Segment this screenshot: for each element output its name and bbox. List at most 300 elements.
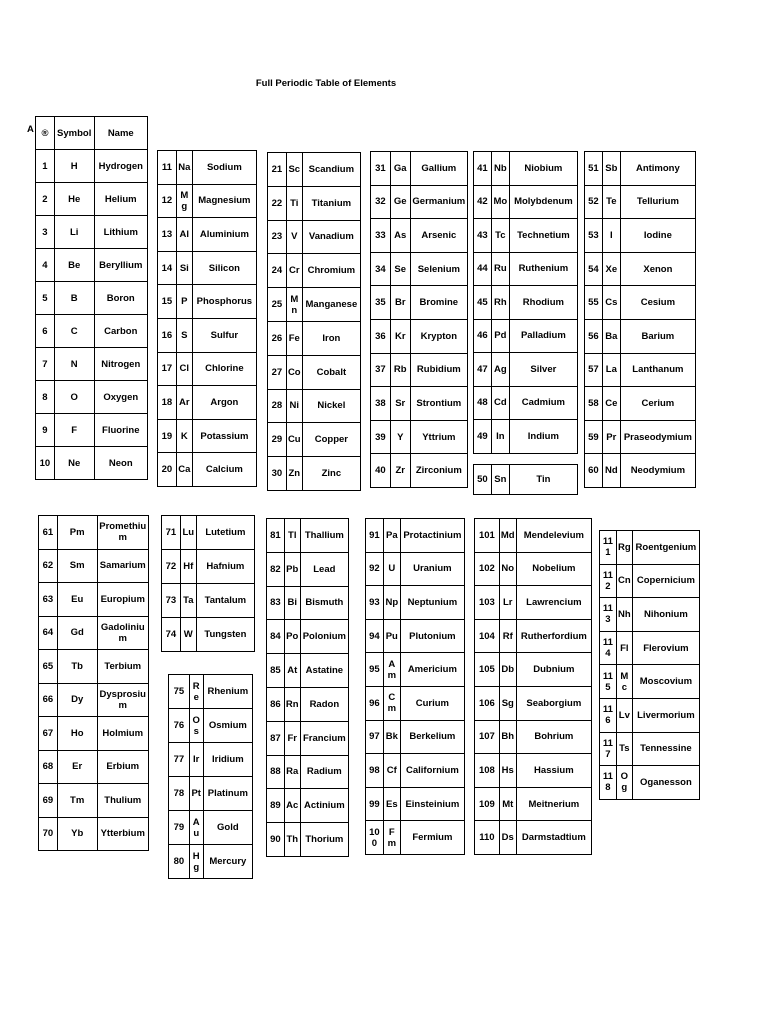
element-table-81-90 — [266, 518, 349, 857]
element-symbol-cell: N — [54, 348, 94, 381]
element-row — [600, 631, 700, 665]
element-table-91-100 — [365, 518, 465, 855]
element-name-cell: Sodium — [192, 151, 256, 185]
atomic-number-cell: 54 — [585, 252, 603, 286]
element-symbol-cell: U — [383, 552, 400, 586]
element-row — [366, 619, 465, 653]
element-table-50 — [473, 464, 578, 495]
atomic-number-cell: 44 — [474, 252, 492, 286]
atomic-number-cell: 48 — [474, 386, 492, 420]
atomic-number-cell: 103 — [475, 586, 500, 620]
atomic-number-cell: 31 — [371, 152, 391, 186]
element-symbol-cell: Fm — [383, 821, 400, 855]
atomic-number-cell: 33 — [371, 219, 391, 253]
atomic-number-cell: 56 — [585, 319, 603, 353]
element-symbol-cell: Bk — [383, 720, 400, 754]
atomic-number-cell: 93 — [366, 586, 384, 620]
atomic-number-cell: 8 — [36, 381, 55, 414]
element-table-75-80 — [168, 674, 253, 879]
element-row — [158, 218, 257, 252]
element-symbol-cell: At — [284, 654, 300, 688]
element-name-cell: Radium — [300, 755, 348, 789]
atomic-number-cell: 40 — [371, 454, 391, 488]
element-name-cell: Promethium — [97, 516, 149, 550]
element-symbol-cell: H — [54, 150, 94, 183]
element-symbol-cell: Og — [616, 766, 632, 800]
element-row — [585, 420, 696, 454]
atomic-number-cell: 95 — [366, 653, 384, 687]
element-row — [600, 698, 700, 732]
col-number-header: ® — [36, 117, 55, 150]
atomic-number-cell: 35 — [371, 286, 391, 320]
atomic-number-cell: 46 — [474, 319, 492, 353]
element-name-cell: Copernicium — [632, 564, 699, 598]
atomic-number-cell: 106 — [475, 686, 500, 720]
element-row — [169, 811, 253, 845]
element-row — [158, 318, 257, 352]
element-name-cell: Boron — [94, 282, 147, 315]
atomic-number-cell: 88 — [267, 755, 285, 789]
element-row — [475, 787, 592, 821]
element-name-cell: Uranium — [400, 552, 464, 586]
atomic-number-cell: 108 — [475, 754, 500, 788]
element-row — [585, 252, 696, 286]
element-symbol-cell: Tc — [491, 219, 509, 253]
element-table-71-74 — [161, 515, 255, 652]
element-name-cell: Berkelium — [400, 720, 464, 754]
element-row — [371, 319, 468, 353]
element-name-cell: Bismuth — [300, 586, 348, 620]
element-row — [366, 552, 465, 586]
element-name-cell: Cadmium — [509, 386, 577, 420]
element-name-cell: Technetium — [509, 219, 577, 253]
element-name-cell: Tin — [509, 465, 577, 495]
atomic-number-cell: 26 — [268, 321, 287, 355]
element-symbol-cell: No — [499, 552, 516, 586]
element-name-cell: Neon — [94, 447, 147, 480]
element-name-cell: Lithium — [94, 216, 147, 249]
element-row — [267, 519, 349, 553]
element-row — [39, 784, 149, 818]
element-name-cell: Titanium — [302, 186, 360, 220]
element-symbol-cell: Pm — [57, 516, 97, 550]
element-row — [585, 319, 696, 353]
element-symbol-cell: Ds — [499, 821, 516, 855]
element-row — [267, 687, 349, 721]
element-row — [474, 465, 578, 495]
atomic-number-cell: 21 — [268, 153, 287, 187]
element-row — [267, 755, 349, 789]
element-name-cell: Roentgenium — [632, 531, 699, 565]
element-symbol-cell: In — [491, 420, 509, 454]
atomic-number-cell: 4 — [36, 249, 55, 282]
element-symbol-cell: P — [176, 285, 192, 319]
atomic-number-cell: 6 — [36, 315, 55, 348]
atomic-number-cell: 107 — [475, 720, 500, 754]
element-row — [267, 552, 349, 586]
element-symbol-cell: Xe — [602, 252, 620, 286]
atomic-number-cell: 60 — [585, 454, 603, 488]
element-row — [268, 423, 361, 457]
element-name-cell: Carbon — [94, 315, 147, 348]
element-name-cell: Scandium — [302, 153, 360, 187]
element-name-cell: Arsenic — [410, 219, 467, 253]
atomic-number-cell: 17 — [158, 352, 177, 386]
element-symbol-cell: Cr — [286, 254, 302, 288]
element-symbol-cell: O — [54, 381, 94, 414]
atomic-number-cell: 99 — [366, 787, 384, 821]
element-symbol-cell: Th — [284, 823, 300, 857]
element-name-cell: Neptunium — [400, 586, 464, 620]
element-row — [169, 743, 253, 777]
element-symbol-cell: Gd — [57, 616, 97, 650]
element-table-41-49 — [473, 151, 578, 454]
element-row — [371, 152, 468, 186]
element-row — [39, 583, 149, 617]
element-row — [268, 254, 361, 288]
atomic-number-cell: 28 — [268, 389, 287, 423]
atomic-number-cell: 55 — [585, 286, 603, 320]
element-symbol-cell: Sb — [602, 152, 620, 186]
element-symbol-cell: Sm — [57, 549, 97, 583]
element-row — [268, 321, 361, 355]
atomic-number-cell: 59 — [585, 420, 603, 454]
element-symbol-cell: Mc — [616, 665, 632, 699]
element-row — [371, 185, 468, 219]
element-symbol-cell: Ga — [390, 152, 410, 186]
element-symbol-cell: Ta — [180, 584, 196, 618]
element-row — [36, 183, 148, 216]
element-row — [371, 252, 468, 286]
element-row — [267, 620, 349, 654]
element-name-cell: Chlorine — [192, 352, 256, 386]
element-symbol-cell: Rn — [284, 687, 300, 721]
element-table-51-60 — [584, 151, 696, 488]
atomic-number-cell: 63 — [39, 583, 58, 617]
atomic-number-cell: 90 — [267, 823, 285, 857]
atomic-number-cell: 53 — [585, 219, 603, 253]
atomic-number-cell: 64 — [39, 616, 58, 650]
element-name-cell: Rutherfordium — [516, 619, 591, 653]
element-name-cell: Neodymium — [620, 454, 695, 488]
element-row — [371, 454, 468, 488]
element-row — [268, 457, 361, 491]
element-name-cell: Holmium — [97, 717, 149, 751]
element-name-cell: Gold — [203, 811, 252, 845]
element-symbol-cell: Te — [602, 185, 620, 219]
atomic-number-cell: 118 — [600, 766, 617, 800]
element-name-cell: Chromium — [302, 254, 360, 288]
element-name-cell: Palladium — [509, 319, 577, 353]
element-row — [474, 185, 578, 219]
element-row — [39, 717, 149, 751]
atomic-number-cell: 51 — [585, 152, 603, 186]
element-name-cell: Lawrencium — [516, 586, 591, 620]
atomic-number-cell: 62 — [39, 549, 58, 583]
element-row — [474, 319, 578, 353]
element-symbol-cell: Ag — [491, 353, 509, 387]
element-row — [169, 777, 253, 811]
element-row — [36, 150, 148, 183]
element-row — [585, 219, 696, 253]
element-row — [474, 152, 578, 186]
element-row — [267, 654, 349, 688]
atomic-number-cell: 23 — [268, 220, 287, 254]
element-symbol-cell: Pu — [383, 619, 400, 653]
element-name-cell: Terbium — [97, 650, 149, 684]
element-symbol-cell: K — [176, 419, 192, 453]
element-name-cell: Rhodium — [509, 286, 577, 320]
element-symbol-cell: Pd — [491, 319, 509, 353]
element-row — [475, 821, 592, 855]
element-symbol-cell: Co — [286, 355, 302, 389]
element-row — [475, 619, 592, 653]
element-symbol-cell: Dy — [57, 683, 97, 717]
element-name-cell: Lead — [300, 552, 348, 586]
element-name-cell: Aluminium — [192, 218, 256, 252]
element-name-cell: Polonium — [300, 620, 348, 654]
element-symbol-cell: Rb — [390, 353, 410, 387]
element-symbol-cell: Bi — [284, 586, 300, 620]
element-symbol-cell: Bh — [499, 720, 516, 754]
element-row — [158, 352, 257, 386]
element-name-cell: Oxygen — [94, 381, 147, 414]
element-name-cell: Tantalum — [196, 584, 254, 618]
element-symbol-cell: Ts — [616, 732, 632, 766]
atomic-number-cell: 38 — [371, 387, 391, 421]
element-row — [585, 286, 696, 320]
element-row — [600, 531, 700, 565]
element-symbol-cell: Pt — [189, 777, 203, 811]
page-title: Full Periodic Table of Elements — [255, 78, 397, 89]
element-symbol-cell: Nh — [616, 598, 632, 632]
element-symbol-cell: Yb — [57, 817, 97, 851]
element-name-cell: Meitnerium — [516, 787, 591, 821]
element-symbol-cell: Pa — [383, 519, 400, 553]
element-symbol-cell: Tm — [57, 784, 97, 818]
atomic-number-cell: 67 — [39, 717, 58, 751]
atomic-number-cell: 78 — [169, 777, 190, 811]
element-name-cell: Samarium — [97, 549, 149, 583]
element-symbol-cell: Ho — [57, 717, 97, 751]
element-symbol-cell: Cf — [383, 754, 400, 788]
element-symbol-cell: Ne — [54, 447, 94, 480]
element-name-cell: Bromine — [410, 286, 467, 320]
element-name-cell: Astatine — [300, 654, 348, 688]
atomic-number-cell: 98 — [366, 754, 384, 788]
atomic-number-cell: 42 — [474, 185, 492, 219]
atomic-number-cell: 94 — [366, 619, 384, 653]
element-row — [268, 389, 361, 423]
element-name-cell: Iodine — [620, 219, 695, 253]
element-name-cell: Argon — [192, 386, 256, 420]
element-row — [474, 420, 578, 454]
element-row — [475, 686, 592, 720]
element-name-cell: Francium — [300, 721, 348, 755]
element-name-cell: Helium — [94, 183, 147, 216]
element-symbol-cell: Fr — [284, 721, 300, 755]
element-symbol-cell: Re — [189, 675, 203, 709]
element-symbol-cell: Ac — [284, 789, 300, 823]
element-symbol-cell: Pb — [284, 552, 300, 586]
element-symbol-cell: Mg — [176, 184, 192, 218]
element-symbol-cell: Zr — [390, 454, 410, 488]
element-name-cell: Actinium — [300, 789, 348, 823]
element-symbol-cell: Ir — [189, 743, 203, 777]
element-name-cell: Seaborgium — [516, 686, 591, 720]
atomic-number-cell: 86 — [267, 687, 285, 721]
element-name-cell: Radon — [300, 687, 348, 721]
element-name-cell: Praseodymium — [620, 420, 695, 454]
atomic-number-cell: 22 — [268, 186, 287, 220]
element-row — [36, 282, 148, 315]
element-symbol-cell: Cl — [176, 352, 192, 386]
element-name-cell: Zirconium — [410, 454, 467, 488]
atomic-number-cell: 24 — [268, 254, 287, 288]
atomic-number-cell: 71 — [162, 516, 181, 550]
element-table-1-10 — [35, 116, 148, 480]
element-name-cell: Europium — [97, 583, 149, 617]
element-table-111-118 — [599, 530, 700, 800]
atomic-number-cell: 116 — [600, 698, 617, 732]
element-row — [475, 720, 592, 754]
element-symbol-cell: As — [390, 219, 410, 253]
element-name-cell: Bohrium — [516, 720, 591, 754]
atomic-number-cell: 117 — [600, 732, 617, 766]
atomic-number-cell: 1 — [36, 150, 55, 183]
atomic-number-cell: 69 — [39, 784, 58, 818]
element-name-cell: Osmium — [203, 709, 252, 743]
element-row — [475, 653, 592, 687]
element-row — [366, 720, 465, 754]
table-header-row — [36, 117, 148, 150]
element-row — [169, 709, 253, 743]
element-symbol-cell: Es — [383, 787, 400, 821]
element-row — [162, 516, 255, 550]
atomic-number-cell: 57 — [585, 353, 603, 387]
element-name-cell: Copper — [302, 423, 360, 457]
element-row — [169, 675, 253, 709]
atomic-number-cell: 100 — [366, 821, 384, 855]
element-row — [475, 754, 592, 788]
element-symbol-cell: Nb — [491, 152, 509, 186]
element-row — [474, 353, 578, 387]
atomic-number-cell: 87 — [267, 721, 285, 755]
atomic-number-cell: 10 — [36, 447, 55, 480]
atomic-number-cell: 112 — [600, 564, 617, 598]
element-symbol-cell: Cm — [383, 686, 400, 720]
atomic-number-cell: 104 — [475, 619, 500, 653]
element-name-cell: Germanium — [410, 185, 467, 219]
atomic-number-cell: 82 — [267, 552, 285, 586]
element-name-cell: Magnesium — [192, 184, 256, 218]
element-symbol-cell: Kr — [390, 319, 410, 353]
element-symbol-cell: Fl — [616, 631, 632, 665]
element-name-cell: Phosphorus — [192, 285, 256, 319]
atomic-number-cell: 39 — [371, 420, 391, 454]
element-row — [474, 219, 578, 253]
atomic-number-cell: 101 — [475, 519, 500, 553]
element-name-cell: Nitrogen — [94, 348, 147, 381]
element-name-cell: Rhenium — [203, 675, 252, 709]
element-row — [474, 386, 578, 420]
element-name-cell: Flerovium — [632, 631, 699, 665]
element-symbol-cell: Rh — [491, 286, 509, 320]
element-name-cell: Selenium — [410, 252, 467, 286]
element-symbol-cell: Cs — [602, 286, 620, 320]
element-row — [267, 586, 349, 620]
element-row — [267, 823, 349, 857]
atomic-number-cell: 19 — [158, 419, 177, 453]
element-row — [162, 550, 255, 584]
element-table-31-40 — [370, 151, 468, 488]
element-symbol-cell: Ba — [602, 319, 620, 353]
atomic-number-cell: 50 — [474, 465, 492, 495]
element-name-cell: Thallium — [300, 519, 348, 553]
element-row — [268, 186, 361, 220]
element-row — [39, 549, 149, 583]
element-symbol-cell: Li — [54, 216, 94, 249]
atomic-number-cell: 49 — [474, 420, 492, 454]
atomic-number-cell: 74 — [162, 618, 181, 652]
element-row — [585, 387, 696, 421]
element-name-cell: Potassium — [192, 419, 256, 453]
element-symbol-cell: Np — [383, 586, 400, 620]
element-symbol-cell: Rg — [616, 531, 632, 565]
atomic-number-cell: 37 — [371, 353, 391, 387]
atomic-number-cell: 70 — [39, 817, 58, 851]
element-symbol-cell: Sg — [499, 686, 516, 720]
atomic-number-cell: 30 — [268, 457, 287, 491]
element-symbol-cell: F — [54, 414, 94, 447]
atomic-number-cell: 114 — [600, 631, 617, 665]
element-name-cell: Platinum — [203, 777, 252, 811]
atomic-number-cell: 92 — [366, 552, 384, 586]
element-symbol-cell: Sr — [390, 387, 410, 421]
element-name-cell: Tellurium — [620, 185, 695, 219]
element-symbol-cell: Tl — [284, 519, 300, 553]
element-name-cell: Cobalt — [302, 355, 360, 389]
element-table-11-20 — [157, 150, 257, 487]
element-symbol-cell: Hf — [180, 550, 196, 584]
element-row — [162, 584, 255, 618]
element-row — [268, 355, 361, 389]
element-symbol-cell: Sn — [491, 465, 509, 495]
atomic-number-cell: 41 — [474, 152, 492, 186]
atomic-number-cell: 12 — [158, 184, 177, 218]
element-name-cell: Niobium — [509, 152, 577, 186]
element-symbol-cell: Si — [176, 251, 192, 285]
element-row — [36, 447, 148, 480]
atomic-number-cell: 18 — [158, 386, 177, 420]
element-name-cell: Dubnium — [516, 653, 591, 687]
element-row — [36, 216, 148, 249]
atomic-number-cell: 111 — [600, 531, 617, 565]
element-row — [36, 315, 148, 348]
element-row — [158, 151, 257, 185]
element-name-cell: Antimony — [620, 152, 695, 186]
atomic-number-cell: 65 — [39, 650, 58, 684]
element-row — [268, 153, 361, 187]
element-row — [39, 683, 149, 717]
element-symbol-cell: Os — [189, 709, 203, 743]
atomic-number-cell: 80 — [169, 845, 190, 879]
atomic-number-cell: 25 — [268, 288, 287, 322]
atomic-number-cell: 27 — [268, 355, 287, 389]
element-name-cell: Tungsten — [196, 618, 254, 652]
element-row — [267, 721, 349, 755]
atomic-number-cell: 84 — [267, 620, 285, 654]
